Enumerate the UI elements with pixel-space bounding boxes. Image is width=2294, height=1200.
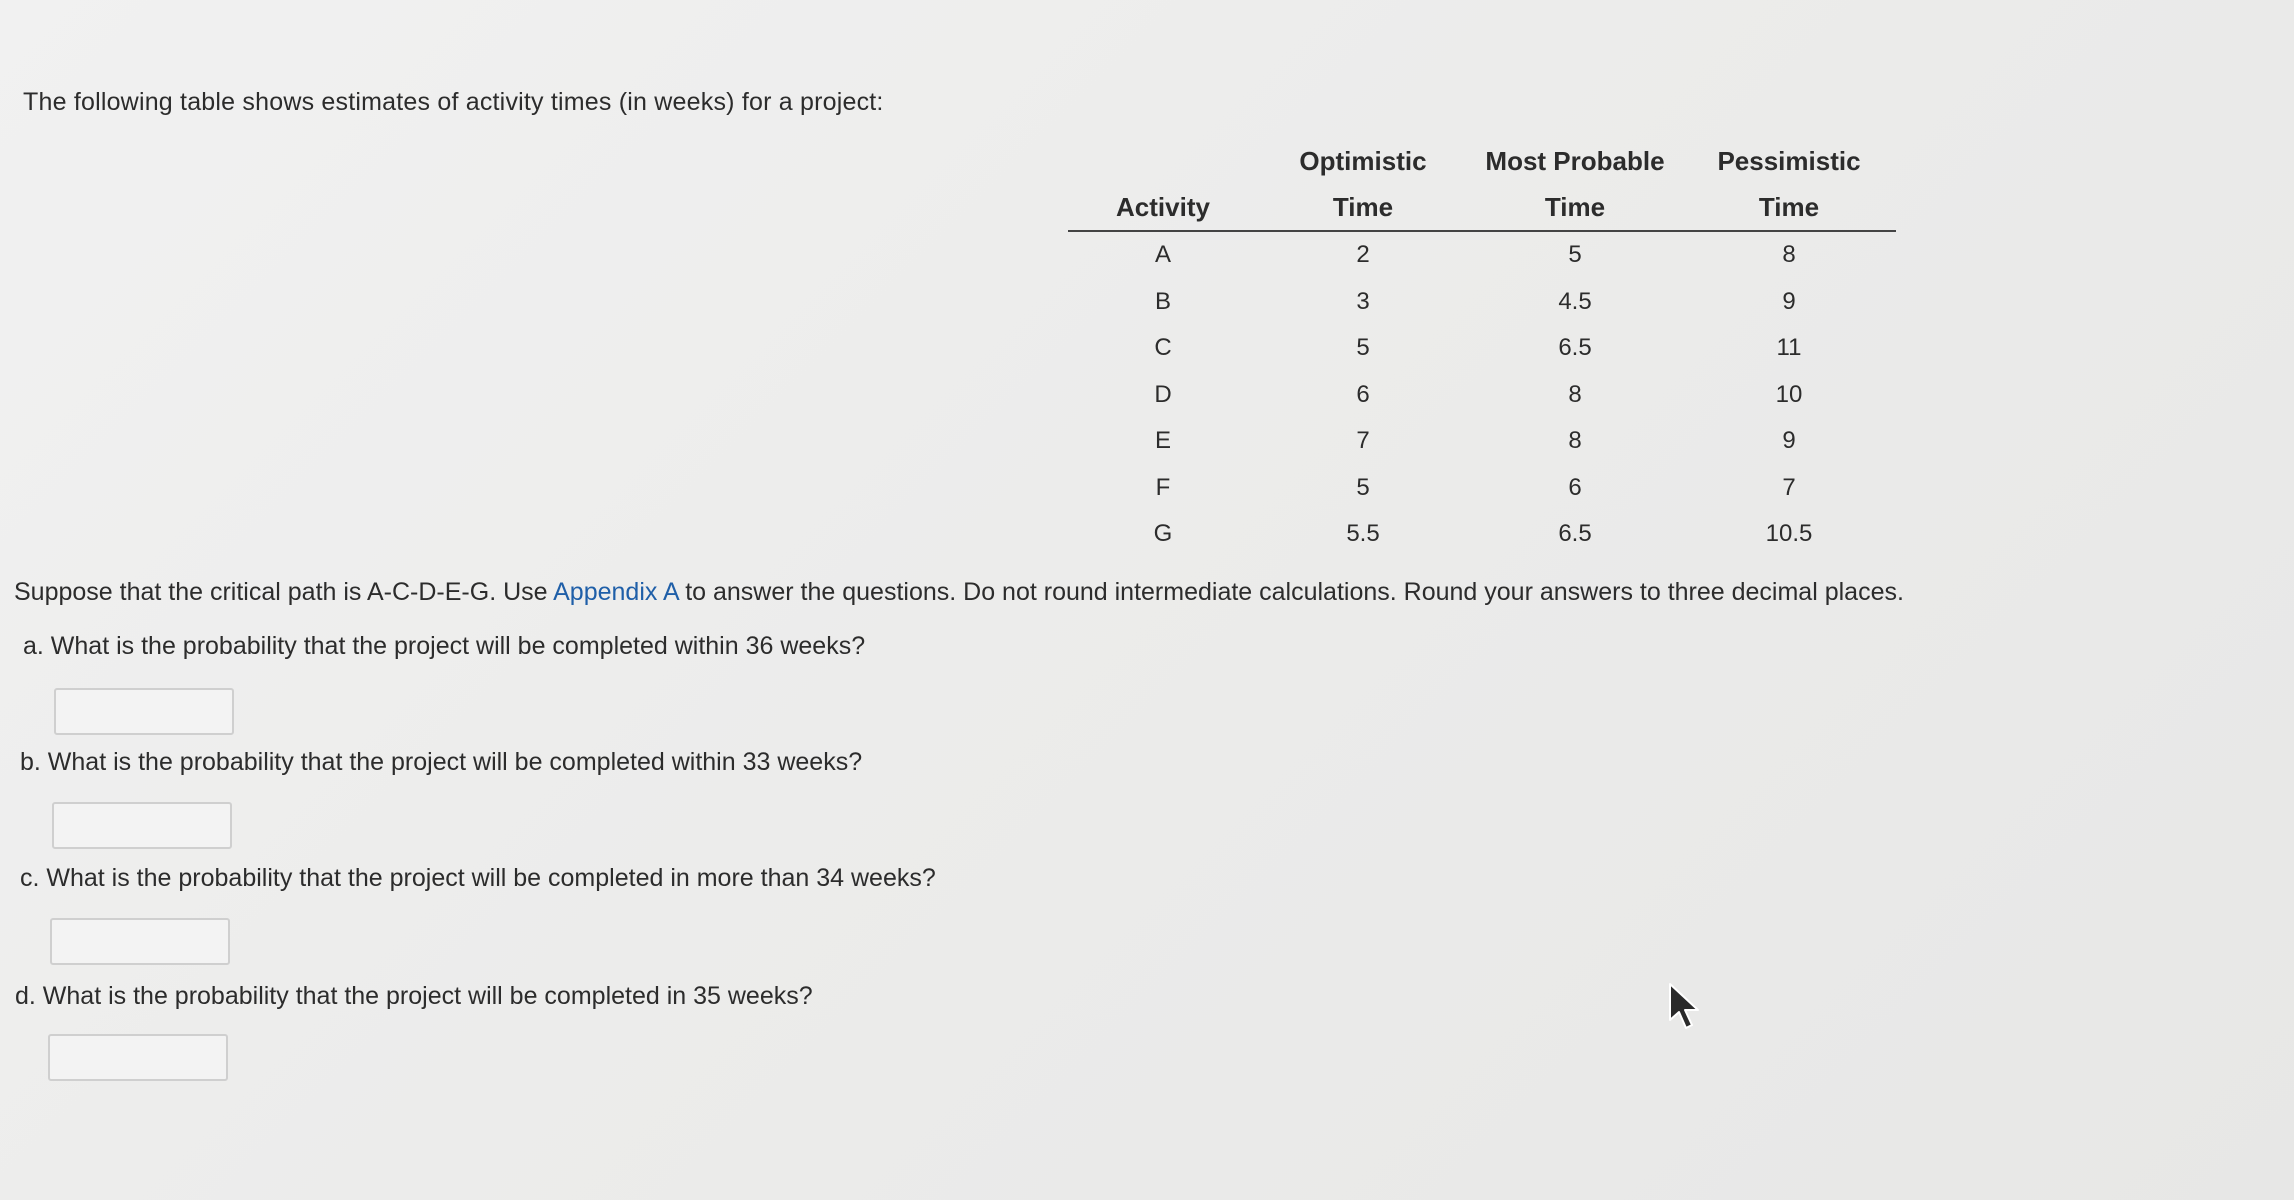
question-d-label: d. What is the probability that the project will be completed in 35 weeks? <box>15 982 813 1010</box>
cell-optimistic: 5.5 <box>1346 520 1380 548</box>
cell-most-probable: 8 <box>1568 427 1582 455</box>
table-row <box>1068 231 1896 279</box>
cell-pessimistic: 10 <box>1775 380 1803 408</box>
cell-activity: F <box>1155 473 1171 501</box>
cell-activity: B <box>1154 287 1171 315</box>
cell-optimistic: 5 <box>1356 473 1370 501</box>
cell-pessimistic: 7 <box>1782 473 1796 501</box>
table-row <box>1068 325 1896 372</box>
table-header-row <box>1068 138 1896 231</box>
cell-most-probable: 6.5 <box>1558 520 1592 548</box>
cell-pessimistic: 11 <box>1776 334 1802 362</box>
question-a-label: a. What is the probability that the project will be completed within 36 weeks? <box>23 632 866 660</box>
activity-times-table <box>1068 138 1896 558</box>
answer-c-input[interactable] <box>50 918 230 965</box>
cell-pessimistic: 9 <box>1782 287 1796 315</box>
cell-most-probable: 8 <box>1568 380 1582 408</box>
header-optimistic-time: Optimistic Time <box>1258 138 1468 231</box>
table-row <box>1068 418 1896 465</box>
intro-text: The following table shows estimates of activity times (in weeks) for a project: <box>23 88 884 116</box>
cell-optimistic: 6 <box>1356 380 1370 408</box>
answer-b-input[interactable] <box>52 802 232 849</box>
mouse-pointer-icon <box>1668 982 1702 1032</box>
cell-optimistic: 7 <box>1356 427 1370 455</box>
cell-activity: E <box>1154 427 1171 455</box>
critical-path-instructions <box>14 578 1904 607</box>
cell-pessimistic: 9 <box>1782 427 1796 455</box>
table-row <box>1068 279 1896 326</box>
answer-d-input[interactable] <box>48 1034 228 1081</box>
header-activity: Activity <box>1068 138 1258 231</box>
cell-optimistic: 2 <box>1356 241 1370 269</box>
question-b-label: b. What is the probability that the project will be completed within 33 weeks? <box>20 748 863 776</box>
cell-optimistic: 3 <box>1356 287 1370 315</box>
table-row <box>1068 372 1896 419</box>
cell-pessimistic: 10.5 <box>1765 520 1813 548</box>
cell-optimistic: 5 <box>1356 334 1370 362</box>
table-row <box>1068 465 1896 512</box>
cell-most-probable: 5 <box>1568 241 1582 269</box>
critical-path-text: Suppose that the critical path is A-C-D-E-G. Use <box>14 578 554 606</box>
table-row <box>1068 511 1896 558</box>
answer-a-input[interactable] <box>54 688 234 735</box>
cell-activity: G <box>1153 520 1173 548</box>
cell-activity: A <box>1154 241 1171 269</box>
appendix-a-link[interactable]: Appendix A <box>553 578 679 606</box>
rounding-instructions: to answer the questions. Do not round intermediate calculations. Round your answers to three decimal places. <box>678 578 1904 606</box>
cell-most-probable: 4.5 <box>1558 287 1592 315</box>
header-most-probable-time: Most Probable Time <box>1468 138 1682 231</box>
cell-activity: D <box>1154 380 1172 408</box>
cell-most-probable: 6.5 <box>1558 334 1592 362</box>
question-c-label: c. What is the probability that the project will be completed in more than 34 weeks? <box>20 864 936 892</box>
cell-pessimistic: 8 <box>1782 241 1796 269</box>
cell-activity: C <box>1154 334 1172 362</box>
header-pessimistic-time: Pessimistic Time <box>1682 138 1896 231</box>
cell-most-probable: 6 <box>1568 473 1582 501</box>
